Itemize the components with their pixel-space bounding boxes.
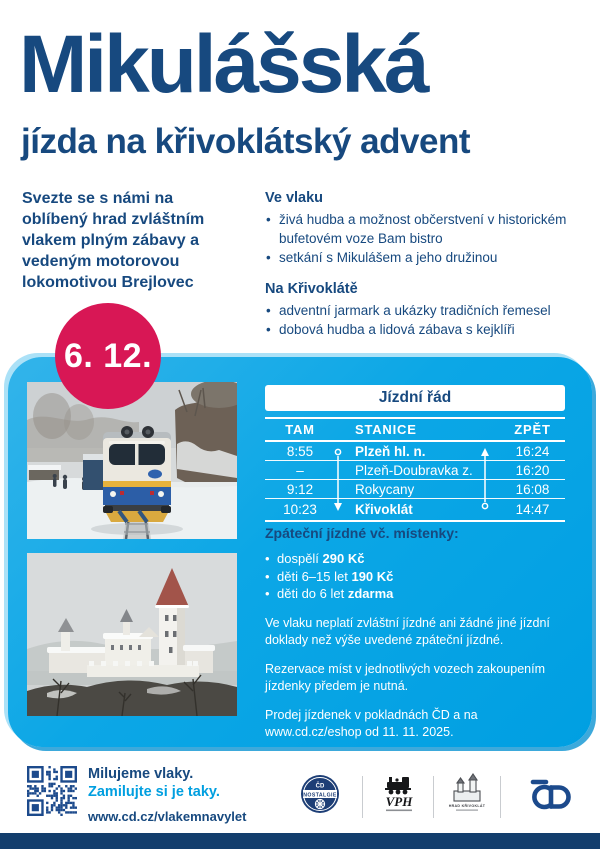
hrad-label: HRAD KŘIVOKLÁT [448, 804, 486, 808]
section-heading-at-castle: Na Křivoklátě [265, 280, 358, 297]
column-header-zpet: ZPĚT [514, 422, 551, 437]
ticket-note: Ve vlaku neplatí zvláštní jízdné ani žádné jiné jízdní doklady než výše uvedené zpáteční jízdné. [265, 615, 550, 647]
column-header-stanice: STANICE [355, 422, 417, 437]
sales-note: Prodej jízdenek v pokladnách ČD a na www.cd.cz/eshop od 11. 11. 2025. [265, 707, 478, 739]
price-item [265, 550, 569, 568]
depart-time: 8:55 [286, 443, 314, 459]
timetable-row [265, 442, 565, 461]
timetable-title: Jízdní řád [265, 385, 565, 411]
price-label: děti do 6 let [277, 586, 345, 601]
train-photo-illustration [27, 382, 237, 539]
station-name: Rokycany [355, 481, 415, 497]
castle-icon [454, 774, 480, 801]
slogan-line2: Zamilujte si je taky. [88, 784, 220, 800]
return-time: 16:24 [515, 443, 550, 459]
station-name: Plzeň hl. n. [355, 443, 426, 459]
logo-separator [433, 776, 434, 818]
price-label: děti 6–15 let [277, 568, 348, 584]
timetable [265, 385, 565, 522]
qr-code [27, 766, 77, 816]
footer [0, 747, 600, 833]
cd-nostalgie-logo [300, 774, 340, 814]
hrad-krivoklat-logo [446, 773, 488, 815]
footer-bar [0, 833, 600, 849]
price-item [265, 585, 569, 603]
timetable-body [265, 442, 565, 522]
price-value: 190 Kč [351, 568, 394, 584]
nostalgie-cd-label: ČD [315, 783, 325, 790]
castle-photo [27, 553, 237, 716]
logo-separator [500, 776, 501, 818]
pricing-section [265, 525, 569, 741]
column-header-tam: TAM [285, 422, 315, 437]
reservation-note: Rezervace míst v jednotlivých vozech zakoupením jízdenky předem je nutná. [265, 661, 545, 693]
cd-emblem-icon [533, 782, 569, 807]
timetable-row [265, 480, 565, 499]
price-item [265, 568, 569, 586]
qr-code-icon [27, 766, 77, 816]
timetable-row [265, 461, 565, 480]
date-badge: 6. 12. [55, 303, 161, 409]
slogan-line1: Milujeme vlaky. [88, 766, 194, 782]
return-time: 16:08 [515, 481, 550, 497]
info-panel [8, 357, 592, 747]
steam-locomotive-icon [385, 777, 411, 794]
station-name: Křivoklát [355, 502, 413, 517]
train-photo [27, 382, 237, 539]
page-title: Mikulášská [19, 19, 427, 110]
page-subtitle: jízda na křivoklátský advent [21, 122, 470, 161]
list-item: • živá hudba a možnost občerstvení v historickém bufetovém voze Bam bistro [265, 211, 587, 248]
cd-logo [520, 778, 576, 816]
list-item: • adventní jarmark a ukázky tradičních řemesel [265, 302, 587, 321]
vph-logo [377, 773, 421, 815]
pricing-heading: Zpáteční jízdné vč. místenky: [265, 525, 459, 541]
timetable-header [265, 417, 565, 442]
depart-time: 10:23 [283, 502, 317, 517]
price-value: zdarma [347, 586, 394, 601]
list-item: • setkání s Mikulášem a jeho družinou [265, 249, 587, 268]
depart-time: 9:12 [286, 481, 314, 497]
intro-paragraph: Svezte se s námi na oblíbený hrad zvláštním vlakem plným zábavy a vedeným motorovou lokomotivou Brejlovec [22, 190, 205, 291]
section-heading-in-train: Ve vlaku [265, 190, 324, 206]
logo-separator [362, 776, 363, 818]
timetable-row [265, 499, 565, 522]
train-wheel-icon [315, 799, 324, 808]
price-label: dospělí [277, 551, 319, 566]
return-time: 16:20 [515, 462, 550, 478]
station-name: Plzeň-Doubravka z. [355, 462, 473, 478]
nostalgie-label: NOSTALGIE [303, 792, 337, 799]
price-value: 290 Kč [322, 551, 365, 566]
castle-photo-illustration [27, 553, 237, 716]
vph-label: VPH [385, 794, 413, 809]
return-time: 14:47 [515, 502, 550, 517]
slogan-block [88, 765, 246, 825]
website-link[interactable]: www.cd.cz/vlakemnavylet [88, 809, 247, 824]
list-item: • dobová hudba a lidová zábava s kejklíři [265, 321, 587, 340]
info-column [265, 190, 587, 341]
depart-time: – [296, 462, 304, 478]
